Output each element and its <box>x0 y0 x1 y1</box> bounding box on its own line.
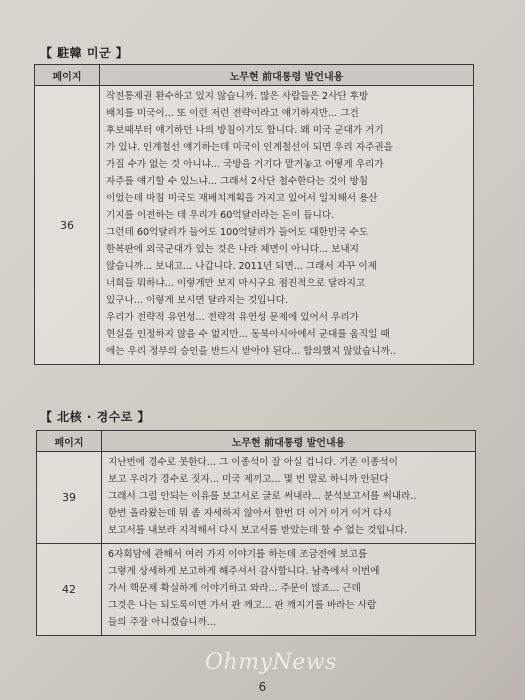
header-page: 페이지 <box>35 65 100 86</box>
section-title-usfk: 【 駐韓 미군 】 <box>40 46 129 60</box>
content-line: 가서 핵문제 확실하게 이야기하고 와라... 주문이 많죠... 근데 <box>108 583 361 594</box>
content-line: 배치를 미국이... 또 이런 저런 전략이라고 얘기하지만... 그건 <box>106 108 359 119</box>
content-line: 너희들 뭐하냐... 이렇게만 보지 마시구요 점진적으로 달라지고 <box>106 278 366 289</box>
ohmynews-watermark: OhmyNews <box>205 650 337 675</box>
content-line: 6자회담에 관해서 여러 가지 이야기를 하는데 조금전에 보고를 <box>108 549 368 560</box>
content-line: 그렇게 상세하게 보고하게 해주셔서 감사합니다. 남측에서 이번에 <box>108 566 380 577</box>
table-row <box>37 544 476 636</box>
header-page: 페이지 <box>37 431 102 452</box>
content-line: 들의 주장 아니겠습니까... <box>108 617 216 628</box>
row-page-number: 39 <box>37 452 102 544</box>
header-content: 노무현 前대통령 발언내용 <box>100 65 474 86</box>
content-line: 작전통제권 환수하고 있지 않습니까. 많은 사람들은 2사단 후방 <box>106 91 369 102</box>
page-number: 6 <box>258 680 267 694</box>
content-line: 않습니까... 보내고... 나갑니다. 2011년 되면... 그래서 자꾸 이제 <box>106 261 377 272</box>
row-content <box>102 452 476 544</box>
content-line: 우리가 전략적 유연성... 전략적 유연성 문제에 있어서 우리가 <box>106 312 359 323</box>
row-content <box>100 86 474 365</box>
content-line: 자주를 얘기할 수 있느냐... 그래서 2사단 철수한다는 것이 방침 <box>106 176 369 187</box>
content-line: 그래서 그럼 안되는 이유를 보고서로 글로 써내라... 분석보고서를 써내라.. <box>108 491 417 502</box>
row-page-number: 42 <box>37 544 102 636</box>
table-usfk <box>34 64 474 365</box>
content-line: 한복판에 외국군대가 있는 것은 나라 체면이 아니다... 보내지 <box>106 244 359 255</box>
content-line: 가 있냐. 인계철선 얘기하는데 미국이 인계철선이 되면 우리 자주권을 <box>106 142 393 153</box>
content-line: 후보때부터 얘기하던 나의 방침이기도 합니다. 왜 미국 군대가 거기 <box>106 125 384 136</box>
table-row <box>35 86 474 365</box>
content-line: 에는 우리 정부의 승인을 반드시 받아야 된다... 합의했지 않았습니까.. <box>106 346 396 357</box>
content-line: 있구나... 이렇게 보시면 달라지는 것입니다. <box>106 295 288 306</box>
content-line: 이었는데 마침 미국도 재배치계획을 가지고 있어서 일치해서 용산 <box>106 193 378 204</box>
content-line: 한번 올라왔는데 뭐 좀 자세하지 않아서 한번 더 이거 이거 이거 다시 <box>108 508 392 519</box>
content-line: 가질 수가 없는 것 아니냐... 국방을 거기다 맡겨놓고 어떻게 우리가 <box>106 159 384 170</box>
content-line: 기지를 이전하는 데 우리가 60억달러라는 돈이 듭니다. <box>106 210 335 221</box>
section-title-nuclear: 【 北核 · 경수로 】 <box>40 410 151 424</box>
table-header-row <box>35 65 474 86</box>
content-line: 현실을 인정하지 않을 수 없지만... 동북아시아에서 군대를 움직일 때 <box>106 329 390 340</box>
content-line: 그런데 60억달러가 들어도 100억달러가 들어도 대한민국 수도 <box>106 227 368 238</box>
content-line: 그것은 나는 되도록이면 가서 판 깨고... 판 깨지기를 바라는 사람 <box>108 600 377 611</box>
table-nuclear <box>36 430 476 636</box>
table-row <box>37 452 476 544</box>
table-header-row <box>37 431 476 452</box>
row-page-number: 36 <box>35 86 100 365</box>
row-content <box>102 544 476 636</box>
content-line: 보고서를 내보라 지적해서 다시 보고서를 받았는데 할 수 없는 것입니다. <box>108 525 408 536</box>
header-content: 노무현 前대통령 발언내용 <box>102 431 476 452</box>
content-line: 지난번에 경수로 못한다... 그 이종석이 잘 아실 겁니다. 기존 이종석이 <box>108 457 398 468</box>
content-line: 보고 우리가 경수로 짓자... 미국 제끼고... 몇 번 말로 하니까 안된다 <box>108 474 389 485</box>
